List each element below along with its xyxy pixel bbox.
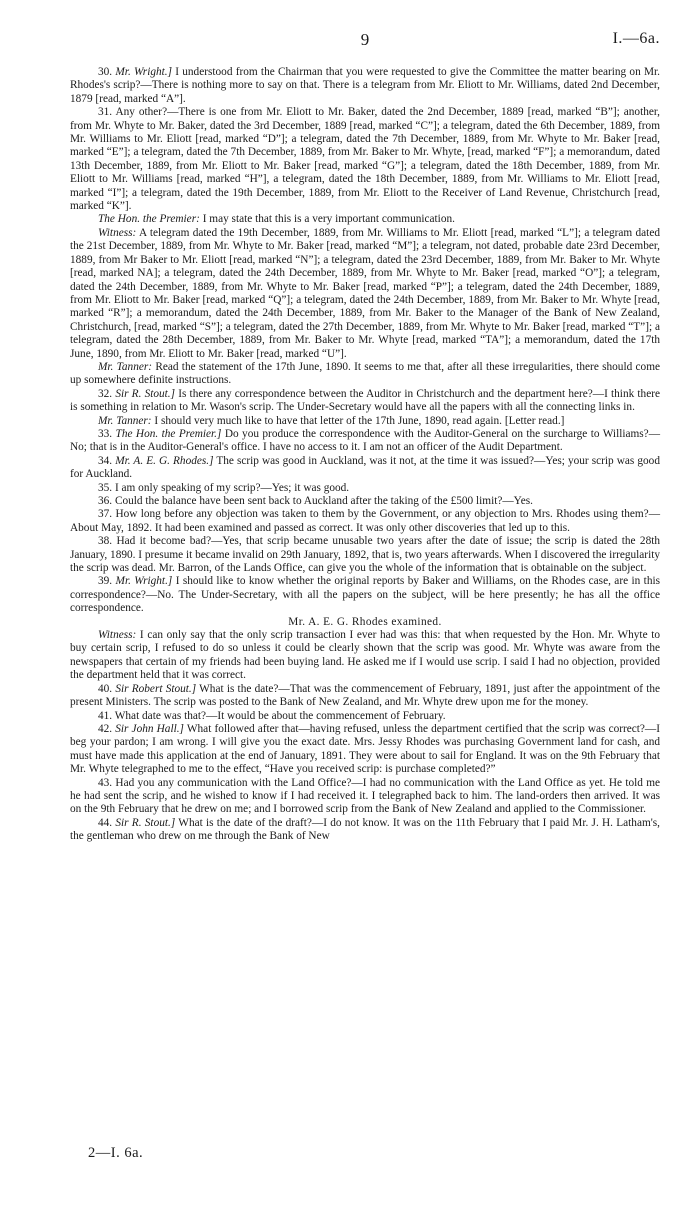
question-number: 30. [98,66,113,78]
testimony-paragraph [70,455,660,482]
testimony-paragraph [70,415,660,428]
question-number: 34. [98,454,113,467]
question-number: 42. [98,722,113,735]
speaker-name: Mr. Tanner: [98,414,152,427]
testimony-paragraph [70,213,660,226]
paragraph-text: I can only say that the only scrip transaction I ever had was this: that when requested by the Hon. Mr. Whyte to buy certain scrip, I refused to do so unless it could be clearly shown that the scrip was good. Mr. Whyte was aware from the newspapers that certain of my friends had been buying land. He asked me if I would use scrip. I said I had no objection, provided the department held that it was correct. [70,629,660,682]
page-header [70,30,660,52]
document-reference: I.—6a. [612,30,660,47]
testimony-paragraph [70,482,660,495]
question-number: 43. [98,776,113,789]
testimony-paragraph [70,817,660,844]
speaker-name: Mr. Wright.] [115,575,173,588]
question-number: 44. [98,816,113,829]
question-number: 32. [98,387,113,400]
paragraph-text: What date was that?—It would be about the commencement of February. [114,709,446,722]
speaker-name: Sir R. Stout.] [115,387,176,400]
question-number: 41. [98,709,113,722]
testimony-paragraph [70,777,660,817]
testimony-paragraph [70,495,660,508]
paragraph-text: I may state that this is a very important communication. [199,213,455,226]
speaker-name: Mr. A. E. G. Rhodes.] [115,454,214,467]
speaker-name: Witness: [98,629,137,642]
paragraph-text: A telegram dated the 19th December, 1889, from Mr. Williams to Mr. Eliott [read, marked “L”]; a telegram dated the 21st December, 1889, from Mr. Whyte to Mr. Baker [read, marked “M”]; a telegram, not dated, probable date 23rd December, 1889, from Mr Baker to Mr. Eliott [read, marked “N”]; a telegram, dated the 23rd December, 1889, from Mr. Baker to Mr. Whyte [read, marked NA]; a telegram, dated the 24th December, 1889, from Mr. Whyte to Mr. Baker [read, marked “O”]; a telegram, dated the 24th December, 1889, from Mr. Whyte to Mr. Baker [read, marked “P”]; a telegram, dated the 24th December, 1889, from Mr. Eliott to Mr. Baker [read, marked “Q”]; a telegram, dated the 24th December, 1889, from Mr. Baker to Mr. Whyte [read, marked “R”]; a memorandum, dated the 24th December, 1889, from Mr. Baker to the Manager of the Bank of New Zealand, Christchurch, [read, marked “S”]; a telegram, dated the 27th December, 1889, from Mr. Whyte to Mr. Baker [read, marked “T”]; a telegram, dated the 28th December, 1889, from Mr. Baker to Mr. Whyte [read, marked “TA”]; a memorandum, dated the 17th June, 1890, from Mr. Eliott to Mr. Baker [read, marked “U”]. [70,226,660,360]
signature-mark: 2—I. 6a. [88,1145,144,1161]
question-number: 31. [98,106,113,119]
testimony-paragraph [70,428,660,455]
section-heading: Mr. A. E. G. Rhodes examined. [288,615,442,628]
paragraph-text: I am only speaking of my scrip?—Yes; it was good. [114,481,350,494]
speaker-name: Mr. Wright.] [115,66,172,78]
paragraph-text: Had you any communication with the Land Office?—I had no communication with the Land Office as yet. He told me he had sent the scrip, and he wished to know if I had received it. I telegraphed back to him. The land-orders then arrived. It was on the 9th February that he drew on me; and I borrowed scrip from the Bank of New Zealand and applied to the Commissioner. [70,776,660,816]
paragraph-text: Had it become bad?—Yes, that scrip became unusable two years after the date of issue; the scrip is dated the 28th January, 1890. I presume it became invalid on 29th January, 1892, that is, two years afterwards. When I discovered the irregularity the scrip was dead. Mr. Barron, of the Lands Office, can give you the whole of the information that is obtainable on the subject. [70,535,661,575]
paragraph-text: Read the statement of the 17th June, 1890. It seems to me that, after all these irregularities, there should come up somewhere definite instructions. [70,360,660,387]
page-number: 9 [360,30,370,49]
paragraph-text: Could the balance have been sent back to Auckland after the taking of the £500 limit?—Yes. [114,495,533,507]
paragraph-text: What is the date of the draft?—I do not know. It was on the 11th February that I paid Mr. J. H. Latham's, the gentleman who drew on me through the Bank of New [70,816,661,843]
testimony-paragraph [70,106,660,213]
speaker-name: Sir John Hall.] [115,722,184,735]
paragraph-text: Is there any correspondence between the Auditor in Christchurch and the department here?—I think there is something in relation to Mr. Wason's scrip. The Under-Secretary would have all the papers with all the connecting links in. [70,387,660,414]
testimony-paragraph [70,361,660,388]
question-number: 37. [98,508,113,521]
speaker-name: Witness: [98,226,137,239]
paragraph-text: I understood from the Chairman that you were requested to give the Committee the matter bearing on Mr. Rhodes's scrip?—There is nothing more to say on that. There is a telegram from Mr. Eliott to Mr. Williams, dated 2nd December, 1879 [read, marked “A”]. [70,66,660,105]
testimony-paragraph [70,723,660,777]
testimony-paragraph [70,535,660,575]
paragraph-text: I should very much like to have that letter of the 17th June, 1890, read again. [Letter read.] [151,414,565,427]
speaker-name: Sir R. Stout.] [115,816,176,829]
paragraph-text: The scrip was good in Auckland, was it not, at the time it was issued?—Yes; your scrip was good for Auckland. [70,454,660,481]
paragraph-text: I should like to know whether the original reports by Baker and Williams, on the Rhodes case, are in this correspondence?—No. The Under-Secretary, with all the papers on the subject, will be here presently; he has all the office correspondence. [70,575,661,615]
speaker-name: The Hon. the Premier: [98,213,200,226]
testimony-paragraph [70,710,660,723]
question-number: 36. [98,495,113,507]
speaker-name: Sir Robert Stout.] [115,682,197,695]
speaker-name: Mr. Tanner: [98,360,153,373]
body-text [70,66,660,844]
paragraph-text: Do you produce the correspondence with the Auditor-General on the surcharge to Williams?—No; that is in the Auditor-General's office. I have no access to it. I am not an officer of the Audit Department. [70,427,660,454]
paragraph-text: What is the date?—That was the commencement of February, 1891, just after the appointment of the present Ministers. The scrip was posted to the Bank of New Zealand, and Mr. Whyte drew upon me for the money. [70,682,660,709]
testimony-paragraph [70,629,660,683]
testimony-paragraph [70,66,660,106]
paragraph-text: Any other?—There is one from Mr. Eliott to Mr. Baker, dated the 2nd December, 1889 [read, marked “B”]; another, from Mr. Whyte to Mr. Baker, dated the 3rd December, 1889 [read, marked “C”]; a telegram, dated the 6th December, 1889, from Mr. Williams to Mr. Eliott [read, marked “D”]; a telegram, dated the 7th December, 1889, from Mr. Whyte to Mr. Baker [read, marked “E”]; a telegram, dated the 7th December, 1889, from Mr. Baker to Mr. Whyte, [read, marked “F”]; a memorandum, dated 13th December, 1889, from Mr. Eliott to Mr. Baker [read, marked “G”]; a telegram, dated the 18th December, 1889, from Mr. Eliott to Mr. Williams [read, marked “H”], a telegram, dated the 18th December, 1889, from Mr. Williams to Mr. Eliott [read, marked “I”]; a telegram, dated the 19th December, 1889, from Mr. Eliott to the Receiver of Land Revenue, Christchurch [read, marked “K”]. [70,106,661,213]
testimony-paragraph [70,388,660,415]
testimony-paragraph [70,575,660,615]
paragraph-text: How long before any objection was taken to them by the Government, or any objection to Mrs. Rhodes using them?—About May, 1892. It had been examined and passed as correct. It was only other discoveries that led up to this. [70,508,660,534]
testimony-paragraph [70,683,660,710]
question-number: 33. [98,427,113,440]
question-number: 40. [98,682,113,695]
testimony-paragraph [70,227,660,361]
speaker-name: The Hon. the Premier.] [115,427,222,440]
paragraph-text: What followed after that—having refused, unless the department certified that the scrip was correct?—I beg your pardon; I am wrong. I will give you the exact date. Mrs. Jessy Rhodes was purchasing Government land for cash, and must have made this application at the end of January, 1891. They were about to sail for England. It was on the 9th February that Mr. Whyte telegraphed to me to the effect, “Have you received scrip: is purchase completed?” [70,722,660,776]
testimony-paragraph [70,508,660,535]
question-number: 39. [98,575,113,588]
question-number: 35. [98,481,113,494]
question-number: 38. [98,535,113,548]
